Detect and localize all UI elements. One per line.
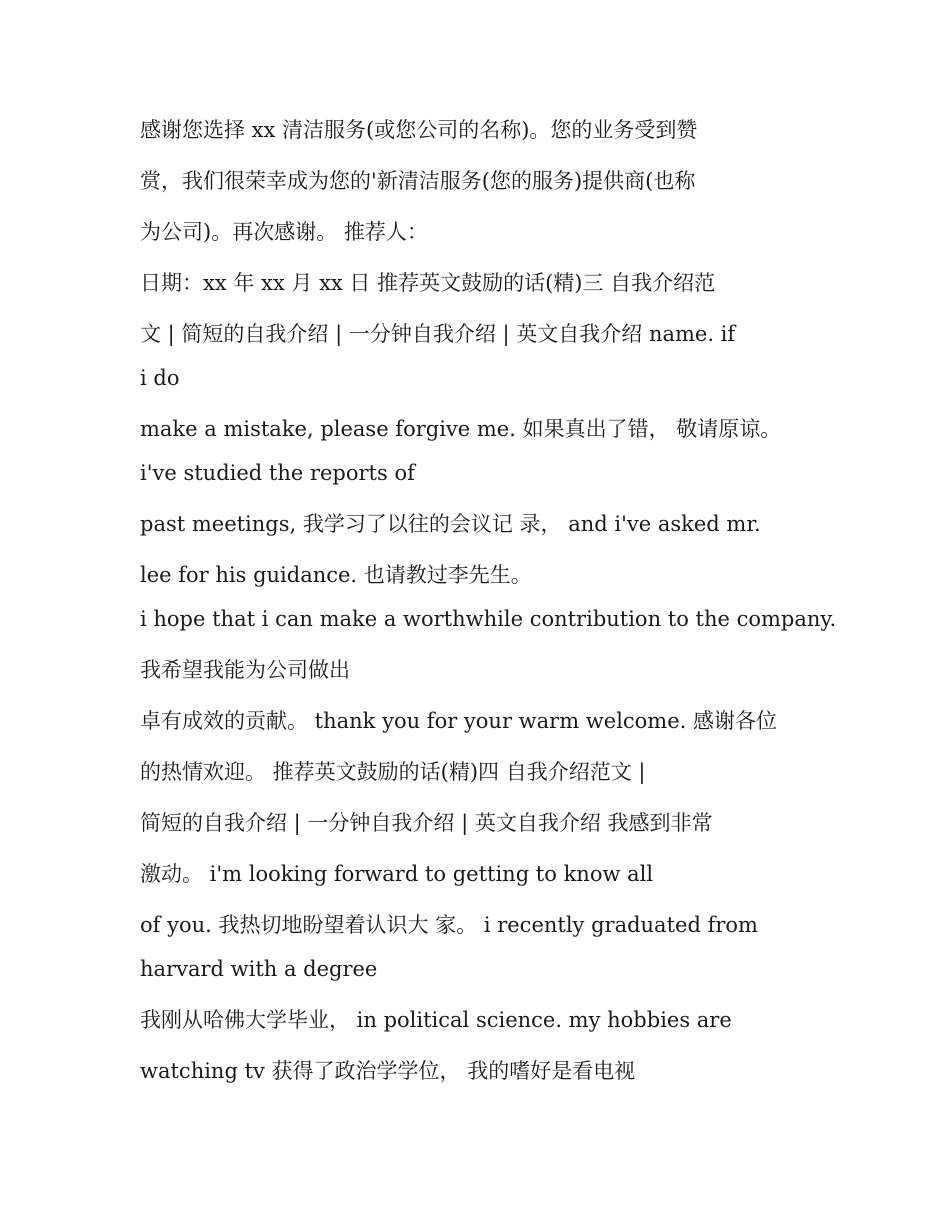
- text-line: i've studied the reports of: [140, 461, 415, 485]
- text-line: watching tv 获得了政治学学位， 我的嗜好是看电视: [140, 1059, 636, 1083]
- text-line: 感谢您选择 xx 清洁服务(或您公司的名称)。您的业务受到赞: [140, 118, 698, 142]
- text-line: 赏，我们很荣幸成为您的'新清洁服务(您的服务)提供商(也称: [140, 169, 696, 193]
- text-line: past meetings, 我学习了以往的会议记 录， and i've asked mr.: [140, 512, 761, 536]
- text-line: i do: [140, 366, 180, 390]
- text-line: 日期：xx 年 xx 月 xx 日 推荐英文鼓励的话(精)三 自我介绍范: [140, 271, 716, 295]
- text-line: 简短的自我介绍 | 一分钟自我介绍 | 英文自我介绍 我感到非常: [140, 811, 713, 835]
- text-line: make a mistake, please forgive me. 如果真出了错， 敬请原谅。: [140, 417, 782, 441]
- text-line: of you. 我热切地盼望着认识大 家。 i recently graduated from: [140, 913, 758, 937]
- text-line: 为公司)。再次感谢。 推荐人：: [140, 220, 428, 244]
- text-line: 的热情欢迎。 推荐英文鼓励的话(精)四 自我介绍范文 |: [140, 760, 646, 784]
- text-line: 文 | 简短的自我介绍 | 一分钟自我介绍 | 英文自我介绍 name. if: [140, 322, 736, 346]
- text-line: 激动。 i'm looking forward to getting to know all: [140, 862, 654, 886]
- text-line: lee for his guidance. 也请教过李先生。: [140, 563, 532, 587]
- document-body: [140, 110, 837, 1102]
- text-line: harvard with a degree: [140, 957, 378, 981]
- text-line: i hope that i can make a worthwhile contribution to the company.: [140, 607, 837, 631]
- text-line: 我希望我能为公司做出: [140, 658, 350, 682]
- text-line: 我刚从哈佛大学毕业， in political science. my hobbies are: [140, 1008, 732, 1032]
- text-line: 卓有成效的贡献。 thank you for your warm welcome. 感谢各位: [140, 709, 778, 733]
